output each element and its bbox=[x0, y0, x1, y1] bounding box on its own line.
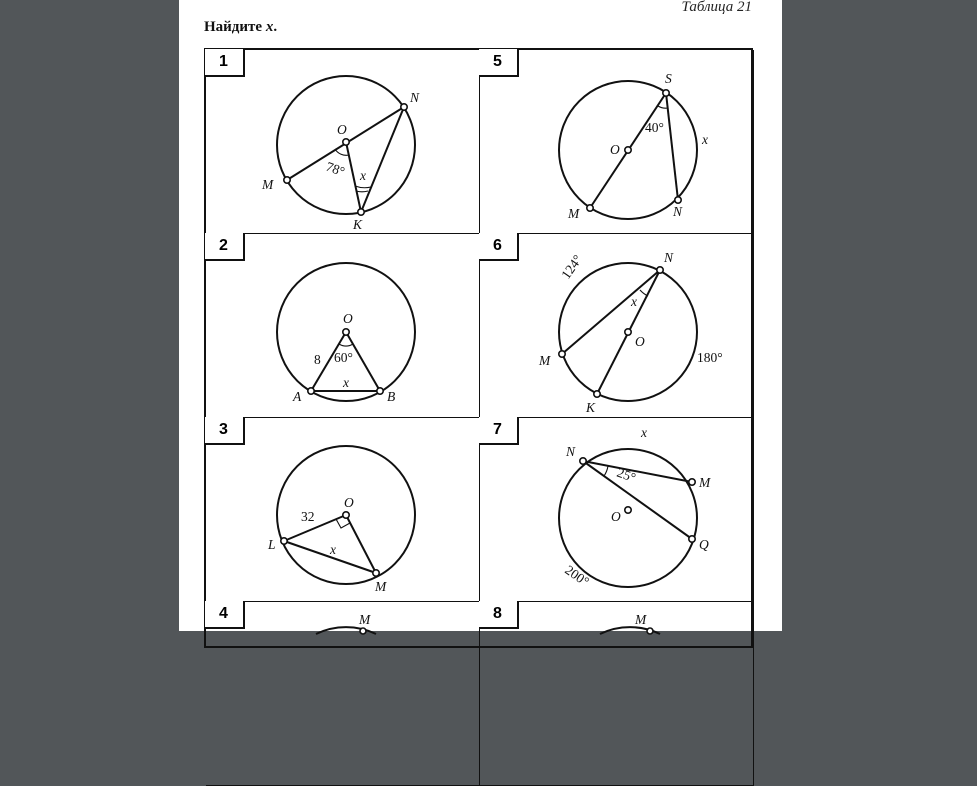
arc-label-1: 124° bbox=[558, 252, 586, 282]
label-k: K bbox=[353, 217, 363, 232]
side-label: 8 bbox=[314, 352, 321, 367]
label-m: M bbox=[539, 353, 551, 368]
label-n: N bbox=[566, 444, 576, 459]
label-x: x bbox=[702, 132, 708, 147]
arc-label-2: 180° bbox=[697, 350, 723, 365]
angle-label: 40° bbox=[645, 120, 664, 135]
label-x: x bbox=[330, 542, 336, 557]
problem-6 bbox=[480, 234, 754, 418]
label-m: M bbox=[375, 579, 387, 594]
figure-8 bbox=[480, 602, 754, 786]
problem-3 bbox=[206, 418, 480, 602]
table-label: Таблица 21 bbox=[681, 0, 752, 15]
problem-number: 1 bbox=[205, 49, 245, 77]
angle-label: 25° bbox=[614, 464, 638, 486]
figure-1 bbox=[206, 50, 480, 234]
label-x: x bbox=[343, 375, 349, 390]
figure-5 bbox=[480, 50, 754, 234]
label-x: x bbox=[641, 425, 647, 440]
problem-4 bbox=[206, 602, 480, 786]
label-l: L bbox=[268, 537, 276, 552]
figure-2 bbox=[206, 234, 480, 418]
label-s: S bbox=[665, 71, 672, 86]
arc-label: 200° bbox=[562, 562, 592, 590]
problem-5 bbox=[480, 50, 754, 234]
task-suffix: . bbox=[273, 19, 278, 35]
problem-2 bbox=[206, 234, 480, 418]
task-prefix: Найдите bbox=[204, 19, 266, 35]
label-m: M bbox=[635, 612, 647, 627]
problem-1 bbox=[206, 50, 480, 234]
label-m: M bbox=[568, 206, 580, 221]
figure-7 bbox=[480, 418, 754, 602]
figure-6 bbox=[480, 234, 754, 418]
label-b: B bbox=[387, 389, 396, 404]
problem-number: 7 bbox=[479, 417, 519, 445]
task-variable: x bbox=[265, 19, 274, 35]
problem-number: 6 bbox=[479, 233, 519, 261]
label-o: O bbox=[344, 495, 354, 510]
label-k: K bbox=[586, 400, 596, 415]
task-heading bbox=[204, 19, 277, 36]
label-n: N bbox=[673, 204, 683, 219]
problem-number: 3 bbox=[205, 417, 245, 445]
figure-3 bbox=[206, 418, 480, 602]
side-label: 32 bbox=[301, 509, 315, 524]
label-o: O bbox=[635, 334, 645, 349]
label-n: N bbox=[664, 250, 674, 265]
label-q: Q bbox=[699, 537, 709, 552]
problem-number: 4 bbox=[205, 601, 245, 629]
label-m: M bbox=[699, 475, 711, 490]
problem-number: 2 bbox=[205, 233, 245, 261]
figure-4 bbox=[206, 602, 480, 786]
angle-label: 78° bbox=[323, 158, 347, 180]
label-a: A bbox=[293, 389, 302, 404]
label-m: M bbox=[262, 177, 274, 192]
problem-number: 5 bbox=[479, 49, 519, 77]
label-n: N bbox=[410, 90, 420, 105]
label-o: O bbox=[610, 142, 620, 157]
label-o: O bbox=[337, 122, 347, 137]
label-x: x bbox=[360, 168, 366, 183]
problems-grid bbox=[204, 48, 753, 648]
label-m: M bbox=[359, 612, 371, 627]
label-o: O bbox=[611, 509, 621, 524]
problem-8 bbox=[480, 602, 754, 786]
problem-number: 8 bbox=[479, 601, 519, 629]
label-o: O bbox=[343, 311, 353, 326]
angle-label: 60° bbox=[334, 350, 353, 365]
problem-7 bbox=[480, 418, 754, 602]
label-x: x bbox=[631, 294, 637, 309]
document-page bbox=[179, 0, 782, 631]
